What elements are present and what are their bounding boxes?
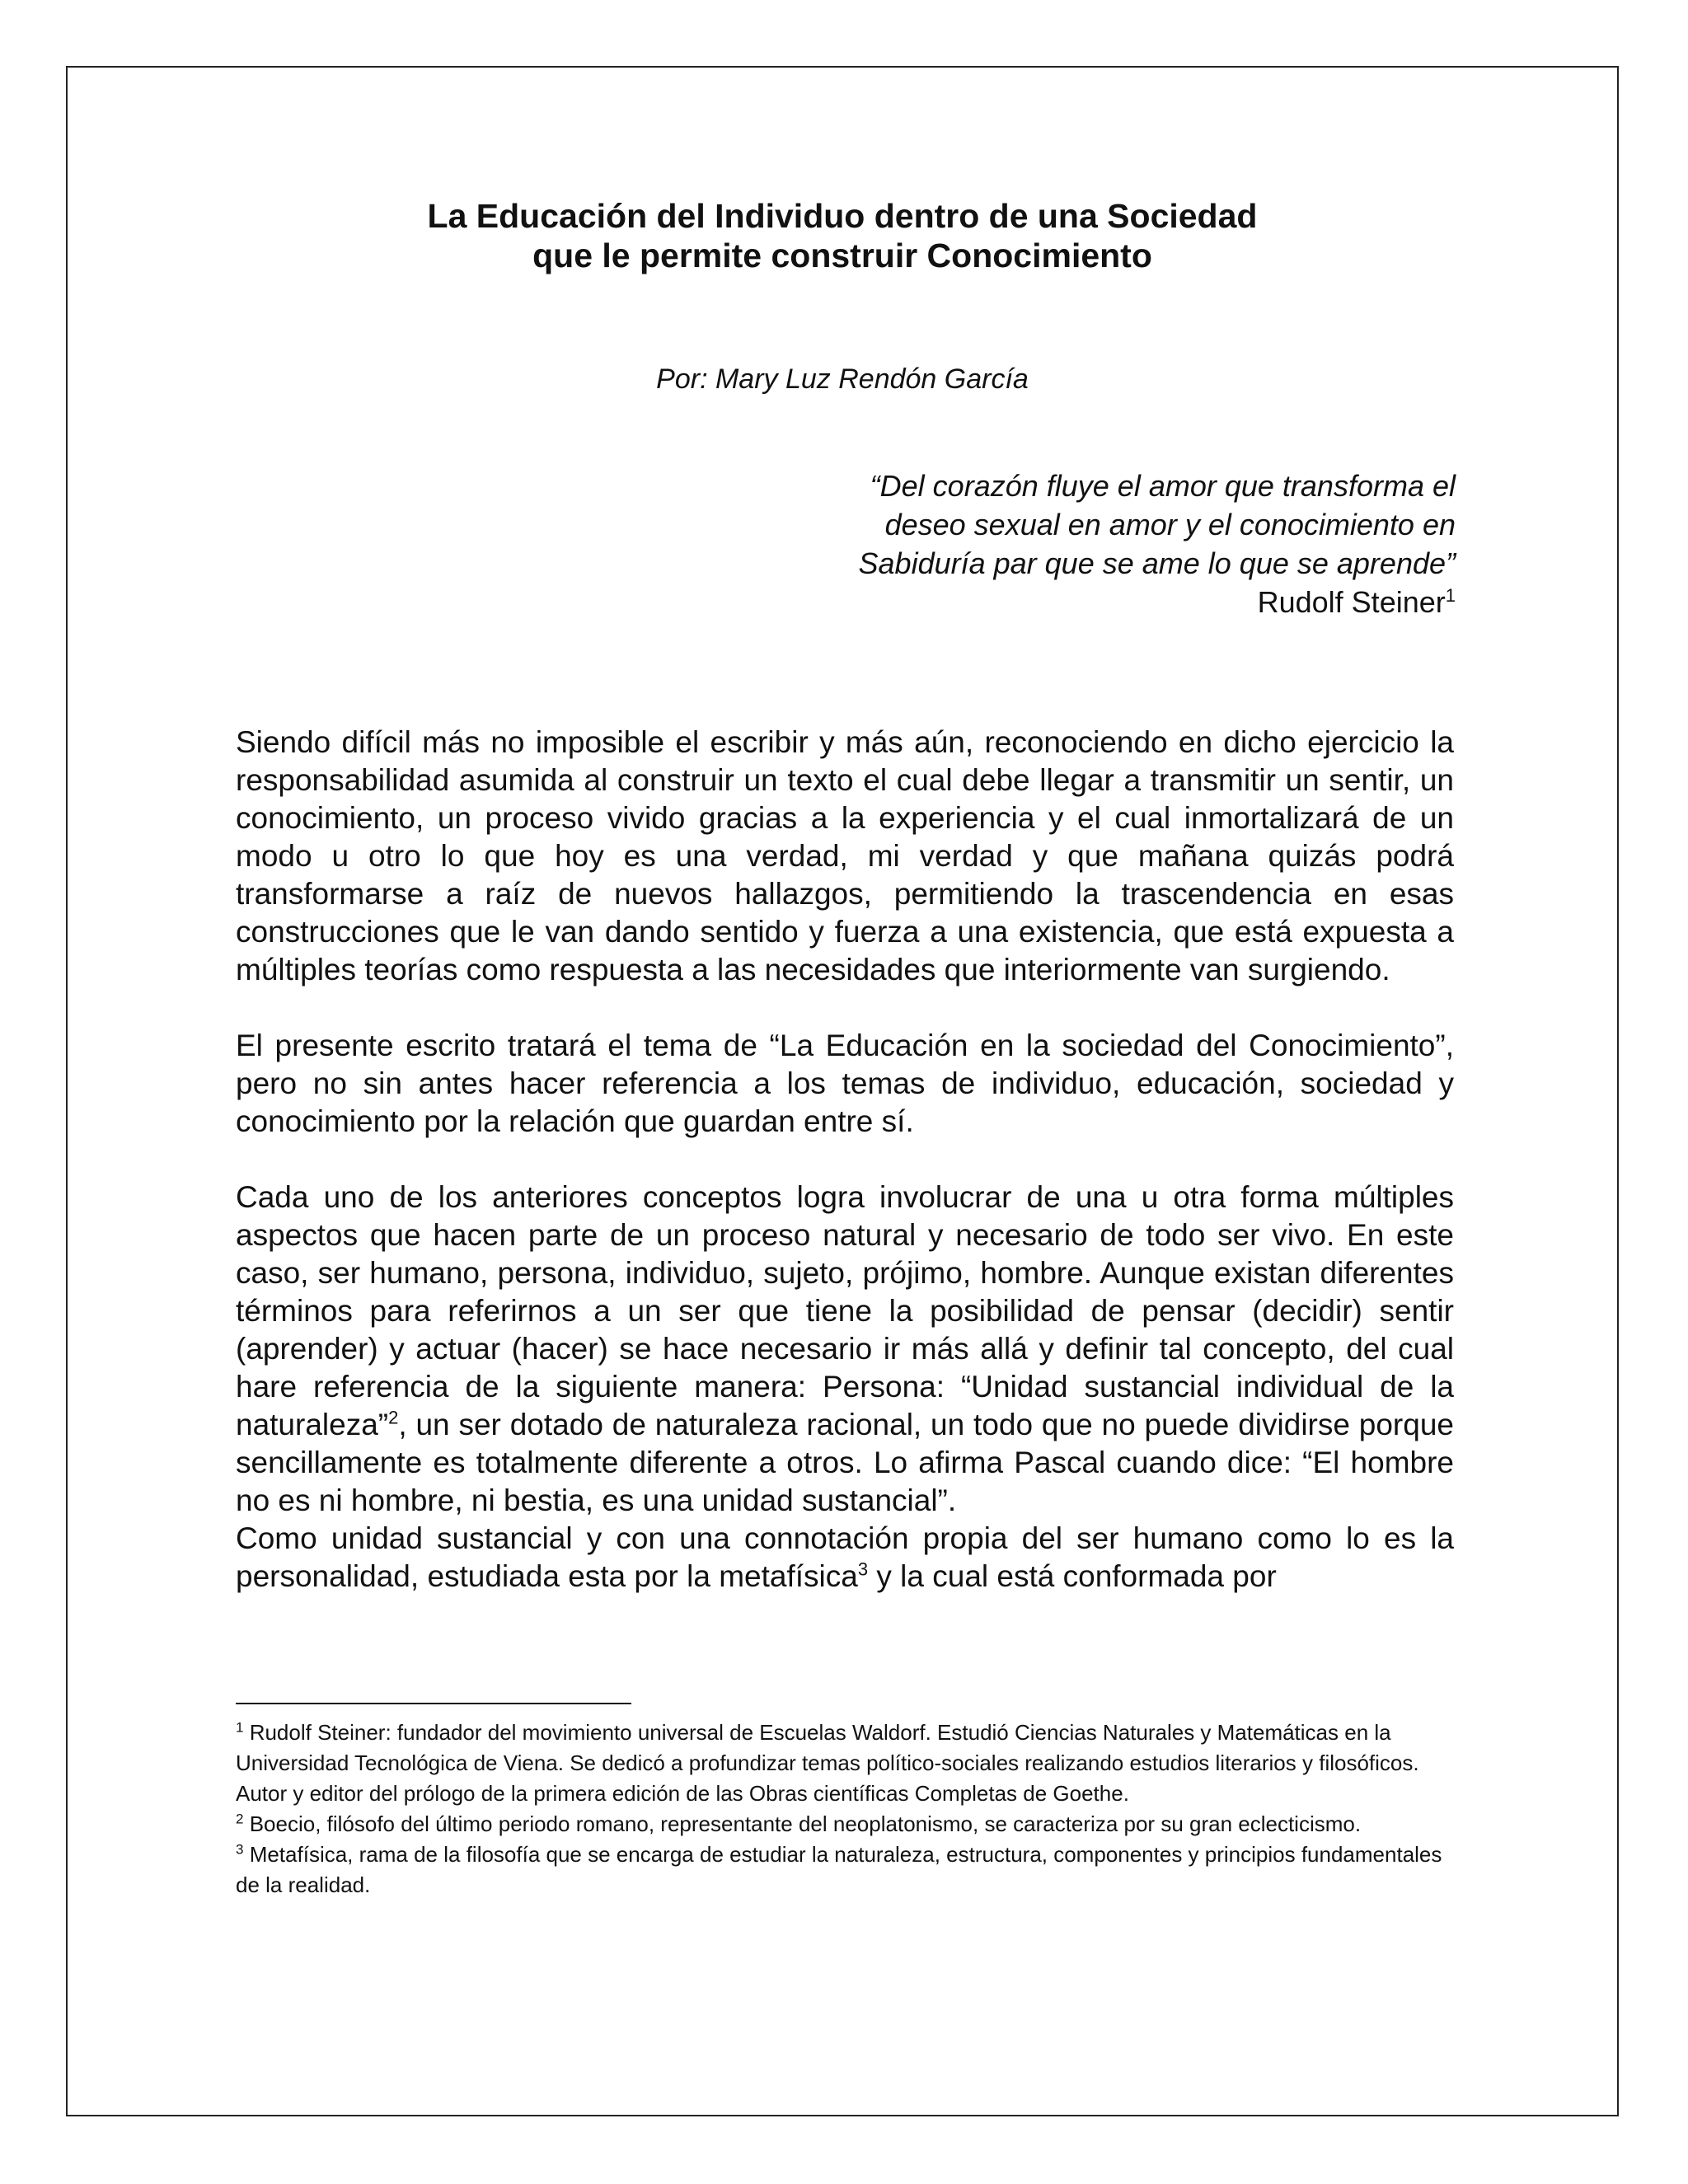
document-title: [66, 196, 1619, 275]
paragraph-4-text-b: y la cual está conformada por: [868, 1559, 1277, 1593]
epigraph-attribution: [631, 583, 1456, 621]
footnote-1-number: 1: [236, 1719, 244, 1736]
footnote-ref-1[interactable]: 1: [1445, 585, 1456, 606]
title-line-1: La Educación del Individuo dentro de una Sociedad: [427, 197, 1258, 235]
epigraph: [631, 466, 1456, 621]
footnote-1-text: Rudolf Steiner: fundador del movimiento universal de Escuelas Waldorf. Estudió Ciencias Naturales y Matemáticas en la Universidad Tecnológica de Viena. Se dedicó a profundizar temas político-sociales realizando estudios literarios y filosóficos. Autor y editor del prólogo de la primera edición de las Obras científicas Completas de Goethe.: [236, 1720, 1419, 1806]
paragraph-4-text-a: Como unidad sustancial y con una connotación propia del ser humano como lo es la personalidad, estudiada esta por la metafísica: [236, 1521, 1454, 1593]
footnote-3-text: Metafísica, rama de la filosofía que se encarga de estudiar la naturaleza, estructura, componentes y principios fundamentales de la realidad.: [236, 1842, 1442, 1897]
paragraph-3-text-a: Cada uno de los anteriores conceptos logra involucrar de una u otra forma múltiples aspectos que hacen parte de un proceso natural y necesario de todo ser vivo. En este caso, ser humano, persona, individuo, sujeto, prójimo, hombre. Aunque existan diferentes términos para referirnos a un ser que tiene la posibilidad de pensar (decidir) sentir (aprender) y actuar (hacer) se hace necesario ir más allá y definir tal concepto, del cual hare referencia de la siguiente manera: Persona: “Unidad sustancial individual de la naturaleza”: [236, 1180, 1454, 1441]
footnote-separator: [236, 1703, 631, 1704]
author-byline: Por: Mary Luz Rendón García: [656, 363, 1029, 395]
footnote-3-number: 3: [236, 1841, 244, 1858]
title-line-2: que le permite construir Conocimiento: [532, 237, 1152, 274]
footnote-ref-2[interactable]: 2: [388, 1407, 399, 1428]
footnote-3: [236, 1840, 1454, 1900]
body-text: [236, 724, 1454, 1596]
paragraph-2: El presente escrito tratará el tema de “La Educación en la sociedad del Conocimiento”, pero no sin antes hacer referencia a los temas de individuo, educación, sociedad y conocimiento por la relación que guardan entre sí.: [236, 1029, 1454, 1138]
footnotes: [236, 1718, 1454, 1900]
paragraph-3: [236, 1179, 1454, 1520]
epigraph-line-2: deseo sexual en amor y el conocimiento en: [884, 508, 1456, 541]
footnote-1: [236, 1718, 1454, 1809]
footnote-2: [236, 1809, 1454, 1840]
paragraph-1: Siendo difícil más no imposible el escribir y más aún, reconociendo en dicho ejercicio la responsabilidad asumida al construir un texto el cual debe llegar a transmitir un sentir, un conocimiento, un proceso vivido gracias a la experiencia y el cual inmortalizará de un modo u otro lo que hoy es una verdad, mi verdad y que mañana quizás podrá transformarse a raíz de nuevos hallazgos, permitiendo la trascendencia en esas construcciones que le van dando sentido y fuerza a una existencia, que está expuesta a múltiples teorías como respuesta a las necesidades que interiormente van surgiendo.: [236, 725, 1454, 987]
footnote-2-text: Boecio, filósofo del último periodo romano, representante del neoplatonismo, se caracteriza por su gran eclecticismo.: [243, 1811, 1362, 1836]
epigraph-line-3: Sabiduría par que se ame lo que se aprende”: [858, 546, 1456, 580]
epigraph-author: Rudolf Steiner: [1257, 585, 1446, 619]
epigraph-line-1: “Del corazón fluye el amor que transforma el: [870, 469, 1456, 503]
footnote-2-number: 2: [236, 1811, 244, 1827]
paragraph-3-text-b: , un ser dotado de naturaleza racional, un todo que no puede dividirse porque sencillamente es totalmente diferente a otros. Lo afirma Pascal cuando dice: “El hombre no es ni hombre, ni bestia, es una unidad sustancial”.: [236, 1408, 1454, 1517]
paragraph-4: [236, 1520, 1454, 1596]
footnote-ref-3[interactable]: 3: [857, 1558, 869, 1580]
